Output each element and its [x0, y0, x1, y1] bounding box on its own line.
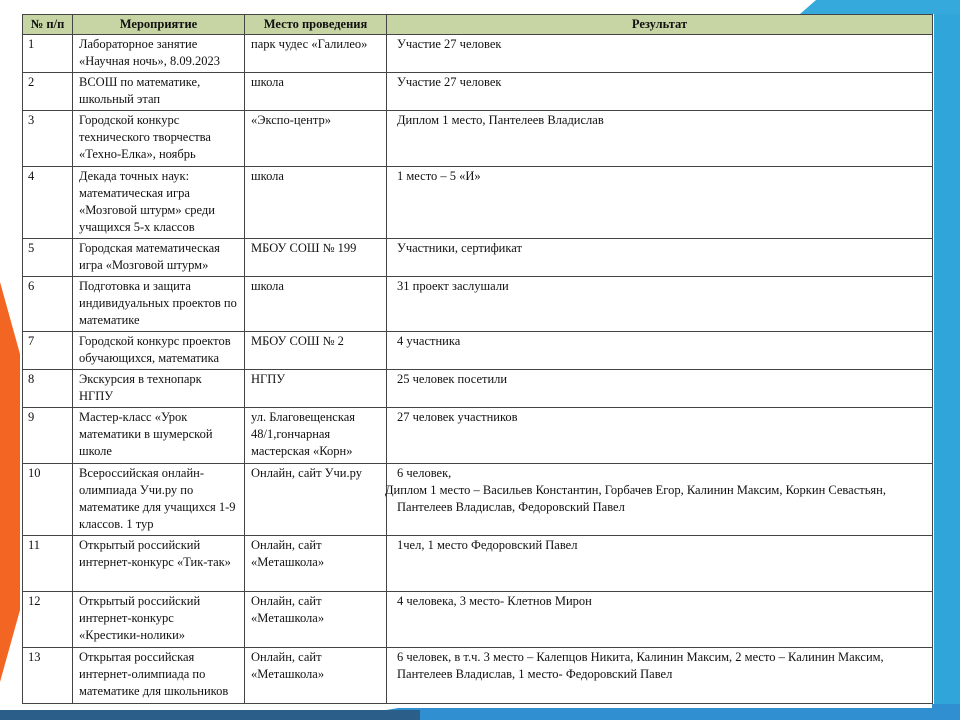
row-result: 27 человек участников: [387, 408, 933, 464]
row-place: Онлайн, сайт Учи.ру: [245, 464, 387, 536]
header-event: Мероприятие: [73, 15, 245, 35]
row-result: 4 человека, 3 место- Клетнов Мирон: [387, 592, 933, 648]
row-place: школа: [245, 167, 387, 239]
table-row: [23, 464, 933, 536]
row-result: Участие 27 человек: [387, 73, 933, 111]
table-row: [23, 277, 933, 332]
row-result: Участие 27 человек: [387, 35, 933, 73]
result-line: Пантелеев Владислав, Федоровский Павел: [397, 500, 625, 514]
bottom-dark-decor: [0, 710, 420, 720]
row-place: МБОУ СОШ № 199: [245, 239, 387, 277]
row-place: Онлайн, сайт «Меташкола»: [245, 536, 387, 592]
result-line: 6 человек, в т.ч. 3 место – Калепцов Никита, Калинин Максим, 2 место – Калинин Максим,: [397, 650, 884, 664]
table-row: [23, 536, 933, 592]
row-number: 6: [23, 277, 73, 332]
row-place: парк чудес «Галилео»: [245, 35, 387, 73]
row-result: 25 человек посетили: [387, 370, 933, 408]
right-decor-stripe: [934, 0, 960, 720]
row-number: 12: [23, 592, 73, 648]
row-result: 1 место – 5 «И»: [387, 167, 933, 239]
table-row: [23, 592, 933, 648]
left-orange-decor: [0, 282, 20, 682]
row-number: 3: [23, 111, 73, 167]
row-number: 7: [23, 332, 73, 370]
row-number: 13: [23, 648, 73, 704]
row-place: Онлайн, сайт «Меташкола»: [245, 592, 387, 648]
row-event: Лабораторное занятие «Научная ночь», 8.09.2023: [73, 35, 245, 73]
row-number: 1: [23, 35, 73, 73]
row-place: «Экспо-центр»: [245, 111, 387, 167]
row-place: Онлайн, сайт «Меташкола»: [245, 648, 387, 704]
row-event: Декада точных наук: математическая игра «Мозговой штурм» среди учащихся 5-х классов: [73, 167, 245, 239]
header-result: Результат: [387, 15, 933, 35]
row-place: ул. Благовещенская 48/1,гончарная мастерская «Корн»: [245, 408, 387, 464]
header-place: Место проведения: [245, 15, 387, 35]
row-result: Диплом 1 место, Пантелеев Владислав: [387, 111, 933, 167]
table-row: [23, 332, 933, 370]
row-number: 2: [23, 73, 73, 111]
table-row: [23, 35, 933, 73]
row-number: 11: [23, 536, 73, 592]
row-event: Городской конкурс технического творчества «Техно-Елка», ноябрь: [73, 111, 245, 167]
row-number: 5: [23, 239, 73, 277]
row-result: Участники, сертификат: [387, 239, 933, 277]
row-event: ВСОШ по математике, школьный этап: [73, 73, 245, 111]
row-number: 4: [23, 167, 73, 239]
result-line: Диплом 1 место – Васильев Константин, Горбачев Егор, Калинин Максим, Коркин Севастьян,: [385, 483, 886, 497]
row-event: Мастер-класс «Урок математики в шумерской школе: [73, 408, 245, 464]
table-header-row: [23, 15, 933, 35]
table-row: [23, 239, 933, 277]
row-event: Открытый российский интернет-конкурс «Тик-так»: [73, 536, 245, 592]
top-corner-decor: [800, 0, 960, 14]
row-place: школа: [245, 73, 387, 111]
table-row: [23, 408, 933, 464]
row-place: школа: [245, 277, 387, 332]
row-result: 31 проект заслушали: [387, 277, 933, 332]
row-number: 10: [23, 464, 73, 536]
row-place: НГПУ: [245, 370, 387, 408]
row-event: Открытая российская интернет-олимпиада по математике для школьников: [73, 648, 245, 704]
row-result: [387, 464, 933, 536]
row-event: Городской конкурс проектов обучающихся, математика: [73, 332, 245, 370]
row-result: [387, 648, 933, 704]
row-number: 9: [23, 408, 73, 464]
table-row: [23, 648, 933, 704]
row-event: Открытый российский интернет-конкурс «Крестики-нолики»: [73, 592, 245, 648]
row-result: 4 участника: [387, 332, 933, 370]
row-place: МБОУ СОШ № 2: [245, 332, 387, 370]
table-row: [23, 370, 933, 408]
header-number: № п/п: [23, 15, 73, 35]
result-line: Пантелеев Владислав, 1 место- Федоровский Павел: [397, 667, 673, 681]
results-table: [22, 14, 933, 704]
row-event: Экскурсия в технопарк НГПУ: [73, 370, 245, 408]
row-result: 1чел, 1 место Федоровский Павел: [387, 536, 933, 592]
result-line: 6 человек,: [397, 466, 452, 480]
row-event: Подготовка и защита индивидуальных проектов по математике: [73, 277, 245, 332]
row-event: Городская математическая игра «Мозговой штурм»: [73, 239, 245, 277]
table-row: [23, 167, 933, 239]
table-row: [23, 73, 933, 111]
table-row: [23, 111, 933, 167]
row-number: 8: [23, 370, 73, 408]
results-table-container: [22, 14, 932, 708]
row-event: Всероссийская онлайн-олимпиада Учи.ру по математике для учащихся 1-9 классов. 1 тур: [73, 464, 245, 536]
